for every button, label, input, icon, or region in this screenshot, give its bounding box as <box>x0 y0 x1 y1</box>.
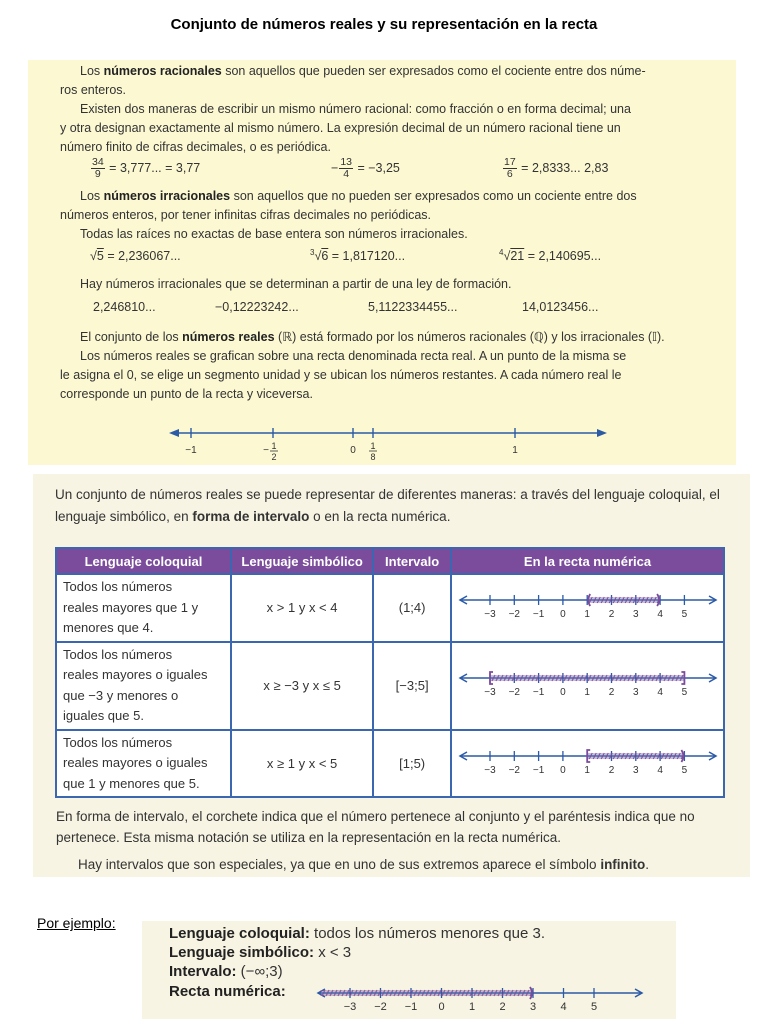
tick-label: −1 <box>532 764 544 776</box>
row1-simbolico: x > 1 y x < 4 <box>231 574 373 642</box>
fraction-example-1: $\frac{34}{9}$ = 3,777... = 3,77 <box>92 156 201 180</box>
real-line-paragraph-l2: le asigna el 0, se elige un segmento unidad y se ubican los números restantes. A cada número real le <box>60 368 622 382</box>
real-line-paragraph: Los números reales se grafican sobre una recta denominada recta real. A un punto de la misma se <box>80 349 627 363</box>
row3-simbolico: x ≥ 1 y x < 5 <box>231 730 373 798</box>
row2-intervalo: [−3;5] <box>373 642 451 730</box>
tick-label: −3 <box>483 609 496 621</box>
row1-recta <box>451 574 724 642</box>
tick-label: 4 <box>656 764 663 776</box>
row1-intervalo: (1;4) <box>373 574 451 642</box>
tick-label: −2 <box>508 609 520 621</box>
irrational-number-1: 2,246810... <box>93 300 156 314</box>
header-coloquial: Lenguaje coloquial <box>56 548 231 574</box>
irrationals-paragraph: Los números irracionales son aquellos que no pueden ser expresados como un cociente entre dos <box>80 189 637 203</box>
bracket-explanation: En forma de intervalo, el corchete indica que el número pertenece al conjunto y el paréntesis indica que no pertenece. Esta misma notación se utiliza en la representación en la recta numérica. <box>56 809 695 845</box>
tick-label: −1 <box>532 687 544 698</box>
tick-label: 0 <box>559 764 566 776</box>
svg-text:−: − <box>263 445 269 456</box>
tick-label: 4 <box>656 609 663 621</box>
row2-number-line <box>454 664 722 704</box>
tick-label: −3 <box>483 764 496 776</box>
example-recta-label: Recta numérica: <box>169 983 286 1000</box>
svg-text:0: 0 <box>350 445 356 456</box>
tick-label: 4 <box>656 687 663 698</box>
root-example-2: $^3$√6 = 1,817120... <box>310 248 406 264</box>
table-header <box>56 548 724 574</box>
tick-label: 0 <box>559 609 566 621</box>
tick-label: −3 <box>343 1001 357 1013</box>
rationals-paragraph: Los números racionales son aquellos que pueden ser expresados como el cociente entre dos núme- <box>80 64 646 78</box>
tick-label: 5 <box>681 687 687 698</box>
real-numbers-panel <box>28 60 736 465</box>
formation-law-paragraph: Hay números irracionales que se determinan a partir de una ley de formación. <box>80 277 512 291</box>
example-intervalo: Intervalo: (−∞;3) <box>169 963 283 980</box>
tick-label: 5 <box>681 764 687 776</box>
infinity-note: Hay intervalos que son especiales, ya que en uno de sus extremos aparece el símbolo infinito. <box>78 857 650 872</box>
tick-label: −3 <box>483 687 496 698</box>
example-panel <box>142 921 676 1019</box>
tick-label: 3 <box>632 609 639 621</box>
svg-text:1: 1 <box>512 445 518 456</box>
example-coloquial: Lenguaje coloquial: todos los números menores que 3. <box>169 925 545 942</box>
row1-coloquial: Todos los números reales mayores que 1 y menores que 4. <box>56 574 231 642</box>
tick-label: 3 <box>632 687 639 698</box>
tick-label: 2 <box>608 687 614 698</box>
tick-label: 2 <box>608 609 614 621</box>
row2-simbolico: x ≥ −3 y x ≤ 5 <box>231 642 373 730</box>
table-row <box>56 574 724 642</box>
svg-text:1: 1 <box>271 441 277 451</box>
tick-label: 0 <box>438 1001 445 1013</box>
row3-coloquial: Todos los números reales mayores o iguales que 1 y menores que 5. <box>56 730 231 798</box>
tick-label: 2 <box>608 764 614 776</box>
intervals-table <box>55 547 725 798</box>
tick-label: 3 <box>632 764 639 776</box>
rationals-paragraph-cont: ros enteros. <box>60 83 127 97</box>
tick-label: 5 <box>681 609 687 621</box>
row2-coloquial: Todos los números reales mayores o iguales que −3 y menores o iguales que 5. <box>56 642 231 730</box>
svg-text:8: 8 <box>370 452 376 462</box>
tick-label: −2 <box>374 1001 387 1013</box>
row3-intervalo: [1;5) <box>373 730 451 798</box>
irrational-number-3: 5,1122334455... <box>368 300 458 314</box>
two-ways-paragraph: Existen dos maneras de escribir un mismo número racional: como fracción o en forma decimal; una <box>80 102 631 116</box>
tick-label: −2 <box>508 687 520 698</box>
tick-label: −1 <box>532 609 544 621</box>
tick-label: 0 <box>559 687 566 698</box>
root-example-3: $^4$√21 = 2,140695... <box>499 248 602 264</box>
svg-text:1: 1 <box>370 441 376 451</box>
header-recta: En la recta numérica <box>451 548 724 574</box>
tick-label: −2 <box>508 764 520 776</box>
header-intervalo: Intervalo <box>373 548 451 574</box>
reals-paragraph: El conjunto de los números reales (ℝ) está formado por los números racionales (ℚ) y los irracionales (𝕀). <box>80 330 665 344</box>
real-number-line <box>28 420 736 465</box>
row3-recta <box>451 730 724 798</box>
svg-text:−1: −1 <box>185 445 197 456</box>
tick-label: 1 <box>583 687 590 698</box>
fraction-example-2: − $\frac{13}{4}$ = −3,25 <box>331 156 400 180</box>
two-ways-paragraph-l3: número finito de cifras decimales, o es periódica. <box>60 140 331 154</box>
real-line-paragraph-l3: corresponde un punto de la recta y viceversa. <box>60 387 313 401</box>
fraction-example-3: $\frac{17}{6}$ = 2,8333... 2,83 <box>504 156 609 180</box>
tick-label: 1 <box>583 609 590 621</box>
two-ways-paragraph-l2: y otra designan exactamente al mismo número. La expresión decimal de un número racional tiene un <box>60 121 621 135</box>
irrational-number-4: 14,0123456... <box>522 300 599 314</box>
irrational-number-2: −0,12223242... <box>215 300 299 314</box>
row3-number-line <box>454 742 722 782</box>
tick-label: 2 <box>499 1001 506 1013</box>
row2-recta <box>451 642 724 730</box>
roots-paragraph: Todas las raíces no exactas de base entera son números irracionales. <box>80 227 468 241</box>
tick-label: 1 <box>468 1001 476 1013</box>
row1-number-line <box>454 586 722 626</box>
intervals-intro: Un conjunto de números reales se puede representar de diferentes maneras: a través del lenguaje coloquial, el lenguaje simbólico, en forma de intervalo o en la recta numérica. <box>55 487 720 524</box>
tick-label: −1 <box>404 1001 418 1013</box>
svg-text:2: 2 <box>271 452 277 462</box>
irrationals-paragraph-cont: números enteros, por tener infinitas cifras decimales no periódicas. <box>60 208 432 222</box>
tick-label: 4 <box>560 1001 567 1013</box>
page-title: Conjunto de números reales y su representación en la recta <box>170 16 598 33</box>
example-simbolico: Lenguaje simbólico: x < 3 <box>169 944 352 961</box>
tick-label: 5 <box>590 1001 598 1013</box>
root-example-1: √5 = 2,236067... <box>90 249 181 264</box>
tick-label: 3 <box>529 1001 537 1013</box>
example-number-line <box>312 981 652 1019</box>
header-simbolico: Lenguaje simbólico <box>231 548 373 574</box>
example-label: Por ejemplo: <box>37 915 116 931</box>
table-row <box>56 642 724 730</box>
table-row <box>56 730 724 798</box>
tick-label: 1 <box>583 764 590 776</box>
